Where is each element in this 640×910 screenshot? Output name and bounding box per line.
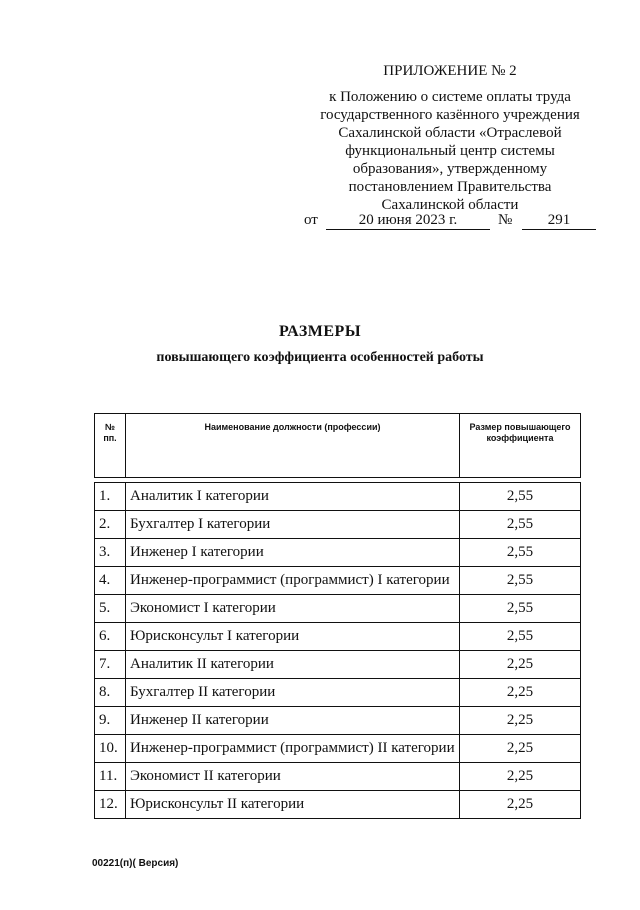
from-label: от [304, 212, 318, 228]
row-name: Аналитик I категории [126, 483, 460, 511]
table-row [95, 679, 581, 707]
table-row [95, 567, 581, 595]
header-name: Наименование должности (профессии) [126, 414, 460, 478]
coefficient-table [94, 413, 581, 819]
row-num: 1. [95, 483, 126, 511]
appendix-line: Сахалинской области [381, 197, 519, 213]
appendix-line: функциональный центр системы [345, 143, 555, 159]
appendix-line: образования», утвержденному [352, 161, 548, 177]
row-value: 2,25 [460, 707, 581, 735]
order-date: 20 июня 2023 г. [326, 212, 490, 230]
table-row [95, 707, 581, 735]
table-row [95, 539, 581, 567]
document-title: РАЗМЕРЫ [278, 323, 362, 340]
row-name: Инженер-программист (программист) II категории [126, 735, 460, 763]
order-number: 291 [522, 212, 596, 230]
document-code: 00221(п)( Версия) [92, 858, 179, 869]
row-value: 2,25 [460, 791, 581, 819]
table-row [95, 791, 581, 819]
row-name: Инженер-программист (программист) I категории [126, 567, 460, 595]
header-value: Размер повышающего коэффициента [460, 414, 581, 478]
appendix-block [300, 62, 600, 214]
row-value: 2,55 [460, 623, 581, 651]
row-value: 2,55 [460, 511, 581, 539]
appendix-line: постановлением Правительства [348, 179, 552, 195]
row-value: 2,25 [460, 651, 581, 679]
table-row [95, 623, 581, 651]
row-num: 6. [95, 623, 126, 651]
row-name: Бухгалтер II категории [126, 679, 460, 707]
header-num: № пп. [95, 414, 126, 478]
row-name: Инженер I категории [126, 539, 460, 567]
document-subtitle: повышающего коэффициента особенностей работы [156, 350, 484, 365]
row-value: 2,55 [460, 483, 581, 511]
row-num: 5. [95, 595, 126, 623]
row-num: 12. [95, 791, 126, 819]
row-num: 11. [95, 763, 126, 791]
row-name: Бухгалтер I категории [126, 511, 460, 539]
row-num: 10. [95, 735, 126, 763]
table-row [95, 651, 581, 679]
order-reference [300, 210, 600, 230]
appendix-title: ПРИЛОЖЕНИЕ № 2 [383, 63, 517, 79]
row-value: 2,55 [460, 539, 581, 567]
row-name: Экономист I категории [126, 595, 460, 623]
row-num: 2. [95, 511, 126, 539]
number-label: № [498, 212, 513, 228]
row-name: Аналитик II категории [126, 651, 460, 679]
table-header-row [95, 414, 581, 478]
table-row [95, 595, 581, 623]
row-value: 2,55 [460, 567, 581, 595]
appendix-line: государственного казённого учреждения [320, 107, 580, 123]
row-num: 9. [95, 707, 126, 735]
row-num: 4. [95, 567, 126, 595]
row-value: 2,25 [460, 735, 581, 763]
row-name: Юрисконсульт I категории [126, 623, 460, 651]
row-value: 2,55 [460, 595, 581, 623]
row-value: 2,25 [460, 763, 581, 791]
row-num: 3. [95, 539, 126, 567]
row-num: 8. [95, 679, 126, 707]
row-num: 7. [95, 651, 126, 679]
table-row [95, 483, 581, 511]
row-name: Юрисконсульт II категории [126, 791, 460, 819]
table-row [95, 735, 581, 763]
row-value: 2,25 [460, 679, 581, 707]
appendix-line: Сахалинской области «Отраслевой [338, 125, 562, 141]
table-row [95, 511, 581, 539]
table-row [95, 763, 581, 791]
appendix-line: к Положению о системе оплаты труда [329, 89, 571, 105]
row-name: Экономист II категории [126, 763, 460, 791]
row-name: Инженер II категории [126, 707, 460, 735]
